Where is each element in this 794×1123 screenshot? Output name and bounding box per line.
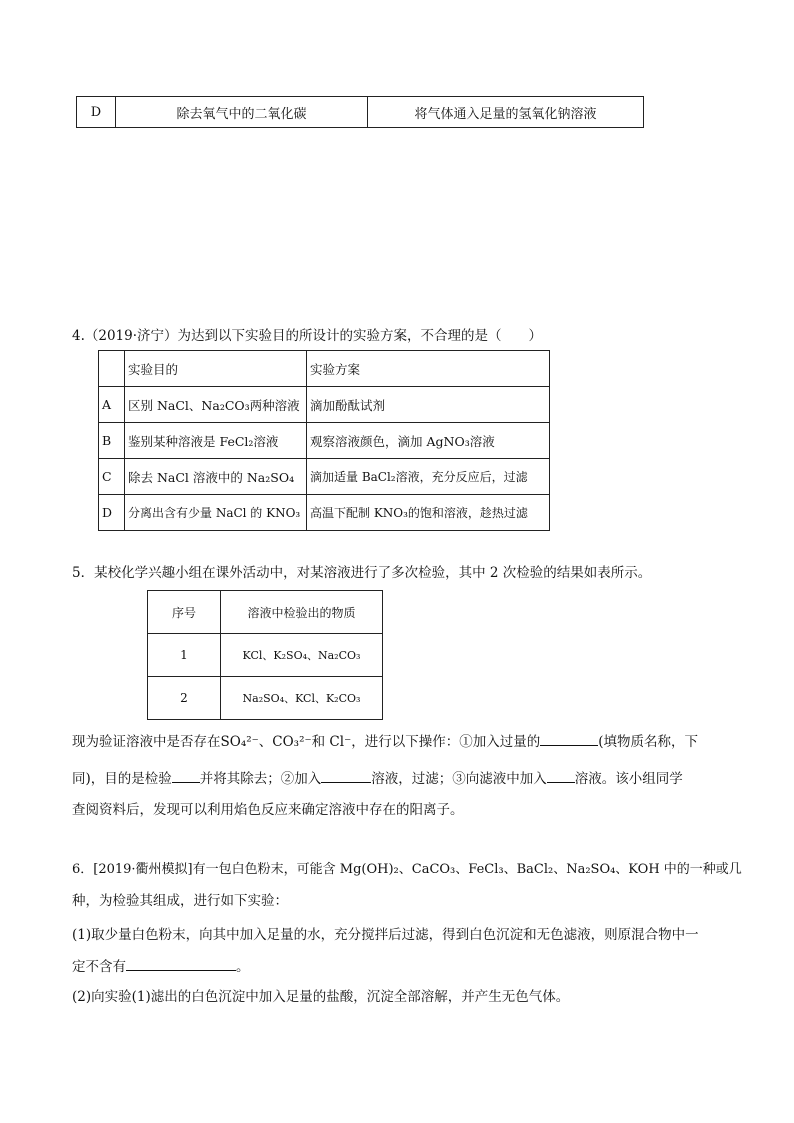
header-substances: 溶液中检验出的物质 bbox=[221, 591, 383, 634]
target-cell: 区别 NaCl、Na₂CO₃两种溶液 bbox=[125, 387, 307, 423]
target-cell: 除去 NaCl 溶液中的 Na₂SO₄ bbox=[125, 459, 307, 495]
text: 定不含有 bbox=[72, 959, 126, 975]
method-cell: 滴加适量 BaCl₂溶液，充分反应后，过滤 bbox=[307, 459, 550, 495]
header-index: 序号 bbox=[148, 591, 221, 634]
q4-table bbox=[98, 350, 550, 531]
answer-blank[interactable] bbox=[126, 956, 236, 971]
text: 现为验证溶液中是否存在 bbox=[72, 734, 221, 750]
table-row bbox=[148, 677, 383, 720]
q5-line3: 查阅资料后，发现可以利用焰色反应来确定溶液中存在的阳离子。 bbox=[72, 802, 464, 818]
q5-stem: 5．某校化学兴趣小组在课外活动中，对某溶液进行了多次检验，其中 2 次检验的结果如表所示。 bbox=[72, 565, 652, 581]
method-cell: 将气体通入足量的氢氧化钠溶液 bbox=[368, 97, 644, 128]
option-id: C bbox=[99, 459, 125, 495]
q5-line1 bbox=[72, 731, 698, 752]
header-blank bbox=[99, 351, 125, 387]
method-cell: 高温下配制 KNO₃的饱和溶液，趁热过滤 bbox=[307, 495, 550, 531]
answer-blank[interactable] bbox=[172, 768, 200, 783]
option-id: B bbox=[99, 423, 125, 459]
q6-line5: (2)向实验(1)滤出的白色沉淀中加入足量的盐酸，沉淀全部溶解，并产生无色气体。 bbox=[72, 989, 570, 1005]
option-id: D bbox=[99, 495, 125, 531]
top-table bbox=[76, 96, 644, 128]
text: 。 bbox=[236, 959, 250, 975]
table-row bbox=[99, 387, 550, 423]
table-row bbox=[77, 97, 644, 128]
q4-stem: 4.（2019·济宁）为达到以下实验目的所设计的实验方案，不合理的是（ ） bbox=[72, 328, 543, 344]
answer-blank[interactable] bbox=[547, 768, 575, 783]
text: (填物质名称，下 bbox=[598, 734, 698, 750]
text: 溶液。该小组同学 bbox=[574, 771, 683, 787]
q6-line2: 种，为检验其组成，进行如下实验： bbox=[72, 893, 288, 909]
text: 同)，目的是检验 bbox=[72, 771, 172, 787]
q5-line2 bbox=[72, 768, 683, 789]
q5-table bbox=[147, 590, 383, 720]
row-index: 1 bbox=[148, 634, 221, 677]
table-row bbox=[99, 495, 550, 531]
target-cell: 分离出含有少量 NaCl 的 KNO₃ bbox=[125, 495, 307, 531]
text: 、 bbox=[258, 734, 273, 750]
target-cell: 除去氧气中的二氧化碳 bbox=[116, 97, 368, 128]
option-id: A bbox=[99, 387, 125, 423]
q6-line1: 6．[2019·衢州模拟]有一包白色粉末，可能含 Mg(OH)₂、CaCO₃、FeCl₃、BaCl₂、Na₂SO₄、KOH 中的一种或几 bbox=[72, 862, 742, 877]
row-substances: KCl、K₂SO₄、Na₂CO₃ bbox=[221, 634, 383, 677]
header-method: 实验方案 bbox=[307, 351, 550, 387]
target-cell: 鉴别某种溶液是 FeCl₂溶液 bbox=[125, 423, 307, 459]
method-cell: 观察溶液颜色，滴加 AgNO₃溶液 bbox=[307, 423, 550, 459]
row-substances: Na₂SO₄、KCl、K₂CO₃ bbox=[221, 677, 383, 720]
text: 和 Cl⁻，进行以下操作：①加入过量的 bbox=[311, 734, 541, 750]
answer-blank[interactable] bbox=[321, 768, 371, 783]
text: 溶液，过滤；③向滤液中加入 bbox=[371, 771, 547, 787]
text: 并将其除去；②加入 bbox=[199, 771, 322, 787]
row-index: 2 bbox=[148, 677, 221, 720]
option-id: D bbox=[77, 97, 116, 128]
method-cell: 滴加酚酞试剂 bbox=[307, 387, 550, 423]
carbonate-ion: CO₃²⁻ bbox=[272, 734, 312, 750]
table-header-row bbox=[148, 591, 383, 634]
table-header-row bbox=[99, 351, 550, 387]
answer-blank[interactable] bbox=[540, 731, 598, 746]
sulfate-ion: SO₄²⁻ bbox=[220, 734, 259, 750]
table-row bbox=[148, 634, 383, 677]
q6-line3: (1)取少量白色粉末，向其中加入足量的水，充分搅拌后过滤，得到白色沉淀和无色滤液，则原混合物中一 bbox=[72, 927, 699, 943]
q6-line4 bbox=[72, 956, 250, 977]
table-row bbox=[99, 459, 550, 495]
table-row bbox=[99, 423, 550, 459]
header-target: 实验目的 bbox=[125, 351, 307, 387]
